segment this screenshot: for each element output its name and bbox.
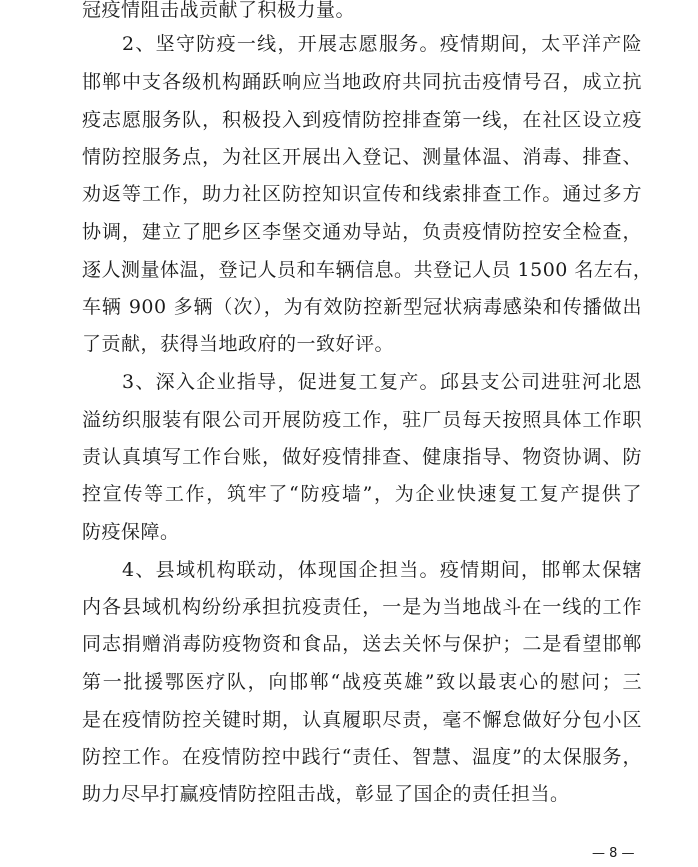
text-line: 邯郸中支各级机构踊跃响应当地政府共同抗击疫情号召，成立抗 [82,71,642,93]
text-line: 内各县域机构纷纷承担抗疫责任，一是为当地战斗在一线的工作 [82,596,642,618]
text-line: 责认真填写工作台账，做好疫情排查、健康指导、物资协调、防 [82,446,642,468]
text-line: 逐人测量体温，登记人员和车辆信息。共登记人员 1500 名左右， [82,259,653,281]
page-number: — 8 — [592,846,635,861]
text-line: 2、坚守防疫一线，开展志愿服务。疫情期间，太平洋产险 [122,33,642,55]
text-line: 控宣传等工作，筑牢了“防疫墙”，为企业快速复工复产提供了 [82,483,642,505]
text-line: 协调，建立了肥乡区李堡交通劝导站，负责疫情防控安全检查， [82,221,642,243]
text-line: 防疫保障。 [82,521,180,543]
text-line: 是在疫情防控关键时期，认真履职尽责，毫不懈怠做好分包小区 [82,709,642,731]
text-line: 劝返等工作，助力社区防控知识宣传和线索排查工作。通过多方 [82,183,642,205]
text-line: 溢纺织服装有限公司开展防疫工作，驻厂员每天按照具体工作职 [82,409,642,431]
text-line: 情防控服务点，为社区开展出入登记、测量体温、消毒、排查、 [82,146,642,168]
text-line: 助力尽早打赢疫情防控阻击战，彰显了国企的责任担当。 [82,783,570,805]
text-line: 3、深入企业指导，促进复工复产。邱县支公司进驻河北恩 [122,371,642,393]
text-line: 同志捐赠消毒防疫物资和食品，送去关怀与保护；二是看望邯郸 [82,633,642,655]
text-line: 冠疫情阻击战贡献了积极力量。 [82,0,356,21]
text-line: 4、县域机构联动，体现国企担当。疫情期间，邯郸太保辖 [122,559,642,581]
text-line: 疫志愿服务队，积极投入到疫情防控排查第一线，在社区设立疫 [82,109,642,131]
text-line: 车辆 900 多辆（次），为有效防控新型冠状病毒感染和传播做出 [82,296,642,318]
text-line: 防控工作。在疫情防控中践行“责任、智慧、温度”的太保服务， [82,746,642,768]
text-line: 第一批援鄂医疗队，向邯郸“战疫英雄”致以最衷心的慰问；三 [82,671,642,693]
text-line: 了贡献，获得当地政府的一致好评。 [82,333,395,355]
